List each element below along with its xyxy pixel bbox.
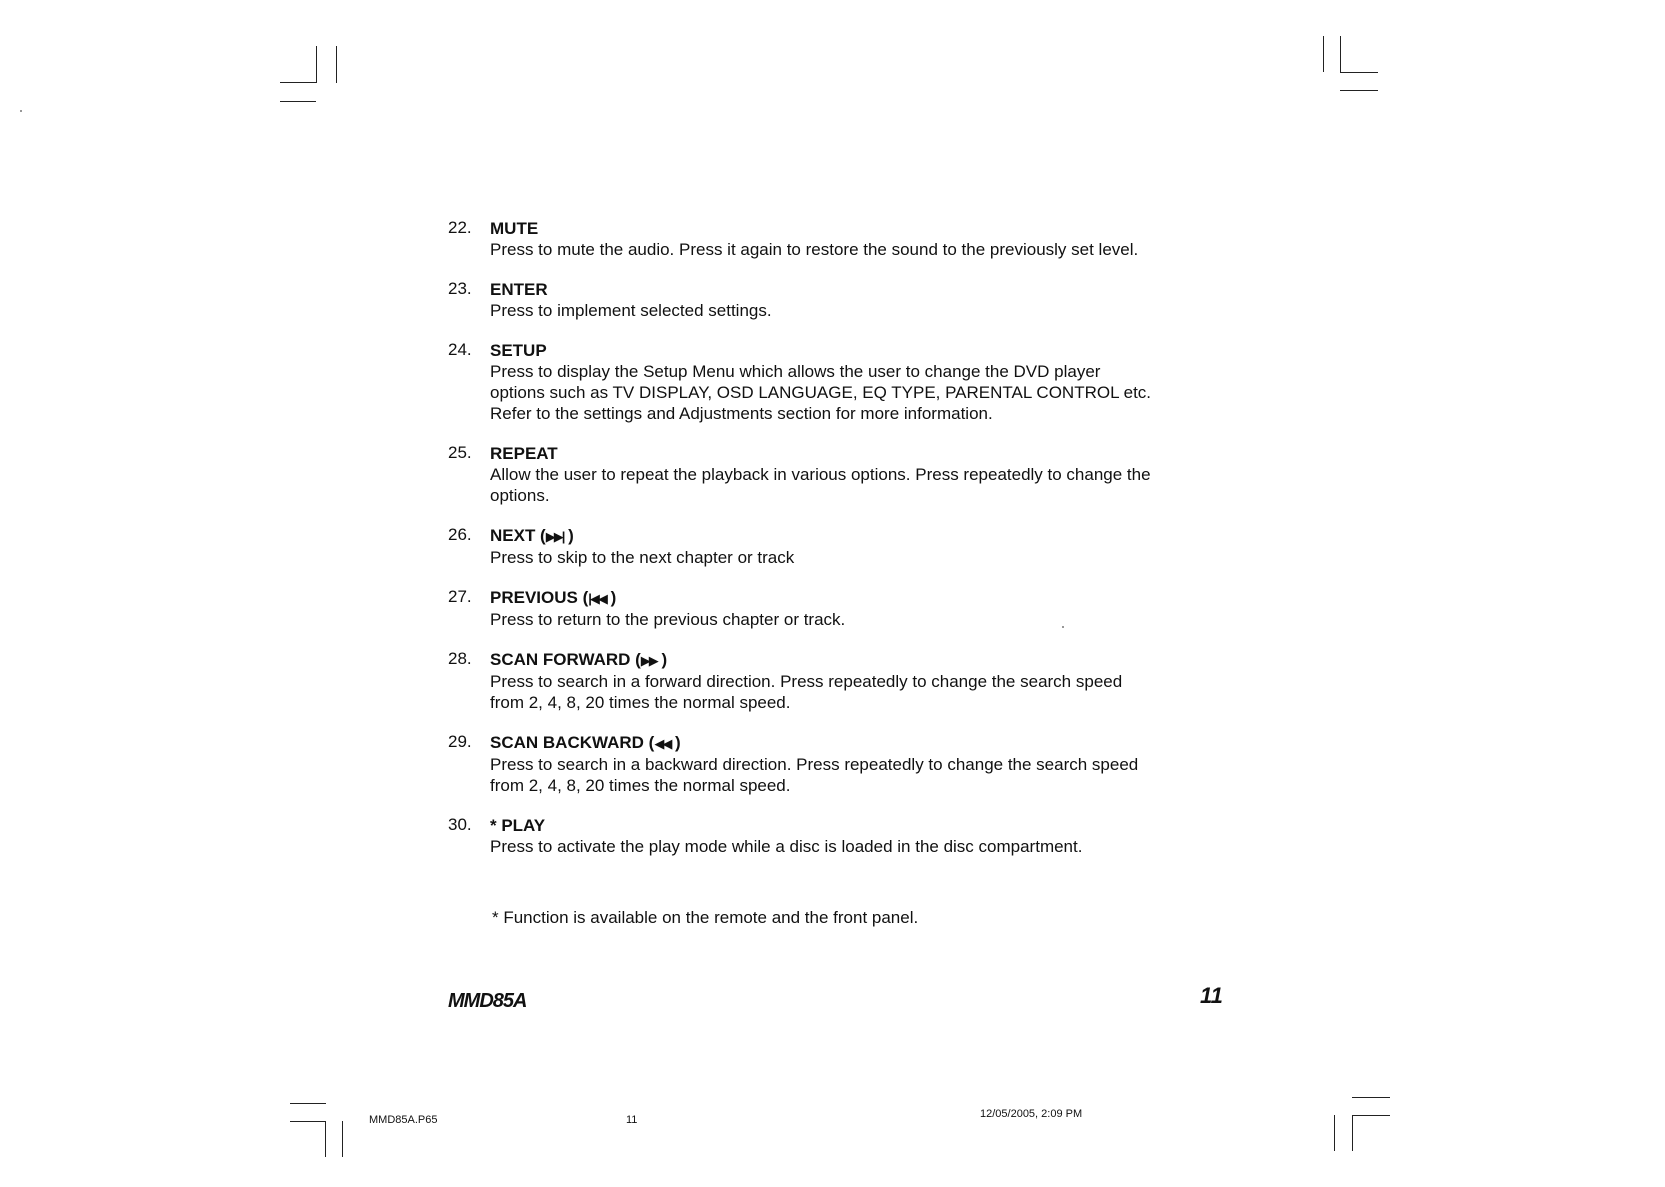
crop-mark-bottom-right: [1334, 1115, 1335, 1151]
item-description: Refer to the settings and Adjustments section for more information.: [490, 404, 993, 423]
list-item: [448, 815, 1228, 857]
item-number: 23.: [448, 279, 472, 298]
list-item: [448, 525, 1228, 568]
list-item: [448, 443, 1228, 506]
model-number: MMD85A: [448, 990, 527, 1012]
item-description: Press to mute the audio. Press it again to restore the sound to the previously set level.: [490, 240, 1139, 259]
item-title: SETUP: [490, 341, 547, 360]
crop-mark-bottom-right: [1352, 1097, 1390, 1098]
list-item: [448, 587, 1228, 630]
item-description: Press to search in a forward direction. Press repeatedly to change the search speed: [490, 672, 1123, 691]
print-slug-file: MMD85A.P65: [369, 1114, 438, 1126]
item-description: from 2, 4, 8, 20 times the normal speed.: [490, 693, 791, 712]
item-description: Press to skip to the next chapter or track: [490, 548, 795, 567]
button-description-list: [448, 218, 1228, 857]
item-description: from 2, 4, 8, 20 times the normal speed.: [490, 776, 791, 795]
footnote: * Function is available on the remote and the front panel.: [492, 908, 919, 927]
list-item: [448, 218, 1228, 260]
item-title: MUTE: [490, 219, 539, 238]
page-number: 11: [1200, 983, 1223, 1008]
item-number: 28.: [448, 649, 472, 668]
crop-mark-top-left: [316, 46, 317, 83]
crop-mark-top-right: [1340, 72, 1378, 73]
item-description: Allow the user to repeat the playback in various options. Press repeatedly to change the: [490, 465, 1151, 484]
item-description: Press to display the Setup Menu which allows the user to change the DVD player: [490, 362, 1101, 381]
fast-forward-icon: ▶▶: [640, 653, 657, 668]
item-description: Press to return to the previous chapter or track.: [490, 610, 846, 629]
item-number: 25.: [448, 443, 472, 462]
crop-mark-top-left: [336, 46, 337, 83]
list-item: [448, 732, 1228, 796]
item-number: 24.: [448, 340, 472, 359]
previous-chapter-icon: |◀◀: [588, 591, 606, 606]
list-item: [448, 340, 1228, 424]
crop-mark-bottom-left: [290, 1103, 326, 1104]
print-slug-page: 11: [626, 1114, 638, 1126]
crop-mark-top-right: [1340, 36, 1341, 72]
scan-speck: [20, 110, 22, 112]
crop-mark-top-right: [1323, 36, 1324, 72]
item-title: REPEAT: [490, 444, 558, 463]
crop-mark-top-left: [280, 82, 316, 83]
item-number: 27.: [448, 587, 472, 606]
item-title: * PLAY: [490, 816, 546, 835]
crop-mark-top-left: [280, 101, 316, 102]
crop-mark-top-right: [1340, 90, 1378, 91]
crop-mark-bottom-left: [342, 1121, 343, 1157]
item-number: 30.: [448, 815, 472, 834]
item-title: ENTER: [490, 280, 548, 299]
list-item: [448, 279, 1228, 321]
item-description: options such as TV DISPLAY, OSD LANGUAGE, EQ TYPE, PARENTAL CONTROL etc.: [490, 383, 1152, 402]
crop-mark-bottom-left: [290, 1121, 326, 1122]
item-description: Press to implement selected settings.: [490, 301, 772, 320]
item-title: SCAN FORWARD (▶▶ ): [490, 650, 668, 669]
list-item: [448, 649, 1228, 713]
next-chapter-icon: ▶▶|: [545, 529, 564, 544]
item-title: NEXT (▶▶| ): [490, 526, 574, 545]
item-description: Press to activate the play mode while a disc is loaded in the disc compartment.: [490, 837, 1083, 856]
print-slug-datetime: 12/05/2005, 2:09 PM: [980, 1108, 1083, 1120]
item-description: options.: [490, 486, 550, 505]
item-title: SCAN BACKWARD (◀◀ ): [490, 733, 681, 752]
item-title: PREVIOUS (|◀◀ ): [490, 588, 617, 607]
item-number: 22.: [448, 218, 472, 237]
item-number: 26.: [448, 525, 472, 544]
item-description: Press to search in a backward direction. Press repeatedly to change the search speed: [490, 755, 1139, 774]
item-number: 29.: [448, 732, 472, 751]
rewind-icon: ◀◀: [654, 736, 671, 751]
crop-mark-bottom-right: [1352, 1115, 1390, 1116]
crop-mark-bottom-left: [325, 1121, 326, 1157]
crop-mark-bottom-right: [1352, 1115, 1353, 1151]
